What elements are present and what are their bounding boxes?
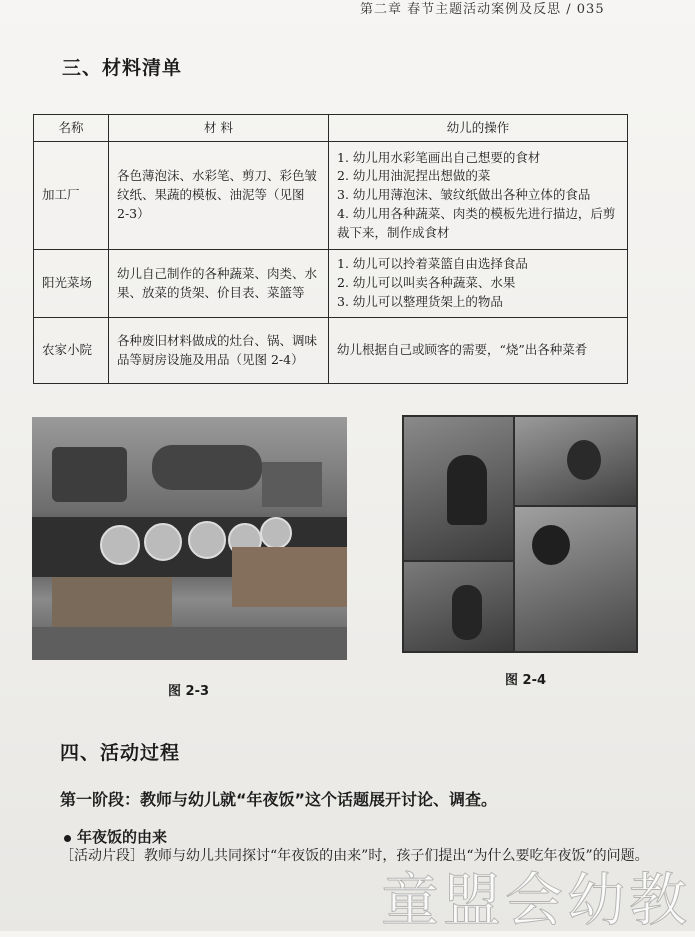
section-title-materials: 三、材料清单 (62, 57, 183, 79)
row-operations (329, 250, 628, 318)
table-header-row (34, 115, 628, 142)
row-name: 加工厂 (34, 142, 109, 250)
operation-item: 3. 幼儿可以整理货架上的物品 (337, 293, 503, 309)
row-name: 阳光菜场 (34, 250, 109, 318)
stage-heading: 第一阶段：教师与幼儿就“年夜饭”这个话题展开讨论、调查。 (60, 790, 498, 809)
row-materials: 各种废旧材料做成的灶台、锅、调味品等厨房设施及用品（见图 2-4） (109, 318, 329, 384)
body-paragraph: ［活动片段］教师与幼儿共同探讨“年夜饭的由来”时，孩子们提出“为什么要吃年夜饭”的问题。 (60, 848, 649, 864)
table-row (34, 318, 628, 384)
materials-table (33, 114, 628, 384)
operation-item: 2. 幼儿可以叫卖各种蔬菜、水果 (337, 275, 516, 291)
operation-item: 4. 幼儿用各种蔬菜、肉类的模板先进行描边，后剪裁下来，制作成食材 (337, 205, 616, 240)
bullet-icon (64, 835, 71, 842)
operation-item: 2. 幼儿用油泥捏出想做的菜 (337, 168, 491, 184)
operation-item: 1. 幼儿用水彩笔画出自己想要的食材 (337, 149, 541, 165)
classroom-photo (32, 417, 347, 660)
header-operations: 幼儿的操作 (329, 115, 628, 142)
table-row (34, 142, 628, 250)
table-row (34, 250, 628, 318)
row-operations (329, 142, 628, 250)
section-title-process: 四、活动过程 (60, 742, 181, 764)
operation-item: 1. 幼儿可以拎着菜篮自由选择食品 (337, 256, 528, 272)
figure-caption-2-4: 图 2-4 (505, 673, 547, 688)
header-materials: 材 料 (109, 115, 329, 142)
watermark: 童盟会幼教 (380, 866, 691, 934)
row-materials: 各色薄泡沫、水彩笔、剪刀、彩色皱纹纸、果蔬的模板、油泥等（见图 2-3） (109, 142, 329, 250)
operation-item: 幼儿根据自己或顾客的需要，“烧”出各种菜肴 (337, 342, 588, 358)
kitchen-collage-photo (402, 415, 638, 653)
figure-caption-2-3: 图 2-3 (168, 684, 210, 699)
subheading-text: 年夜饭的由来 (77, 828, 168, 846)
row-operations (329, 318, 628, 384)
operation-item: 3. 幼儿用薄泡沫、皱纹纸做出各种立体的食品 (337, 187, 591, 203)
row-name: 农家小院 (34, 318, 109, 384)
running-header: 第二章 春节主题活动案例及反思 / 035 (360, 2, 605, 17)
header-name: 名称 (34, 115, 109, 142)
row-materials: 幼儿自己制作的各种蔬菜、肉类、水果、放菜的货架、价目表、菜篮等 (109, 250, 329, 318)
